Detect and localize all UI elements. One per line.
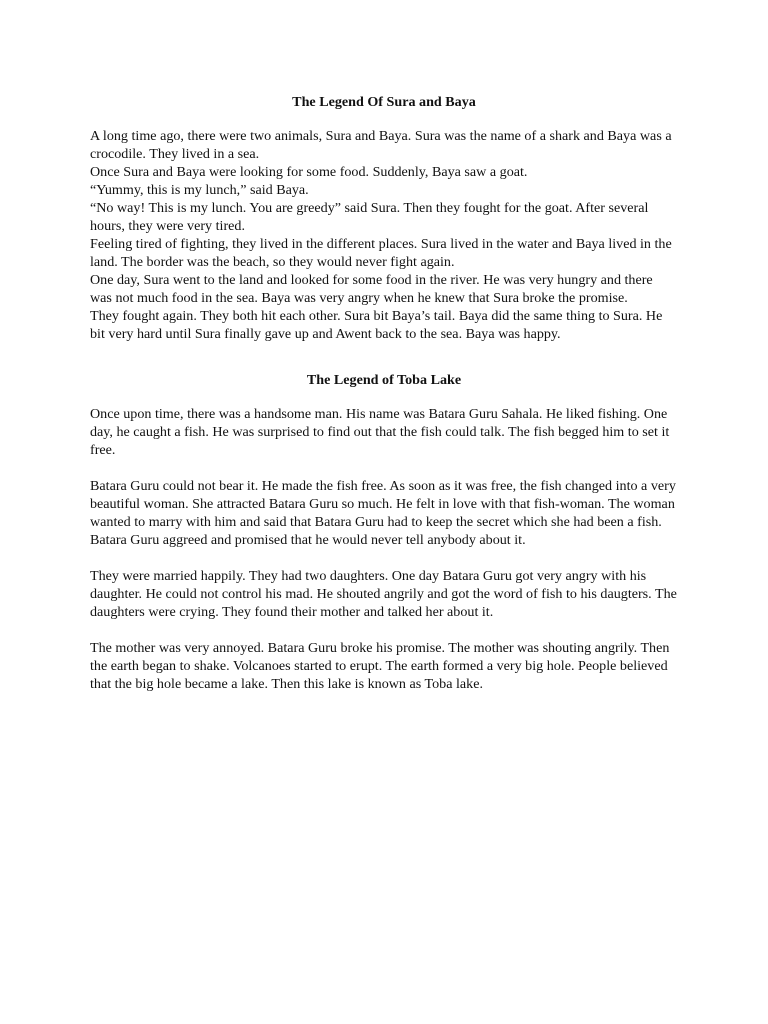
story-toba-lake	[90, 371, 678, 693]
story-paragraph: Once upon time, there was a handsome man. His name was Batara Guru Sahala. He liked fishing. One day, he caught a fish. He was surprised to find out that the fish could talk. The fish begged him to set it free.	[90, 406, 670, 458]
story-paragraph: Batara Guru could not bear it. He made the fish free. As soon as it was free, the fish changed into a very beautiful woman. She attracted Batara Guru so much. He felt in love with that fish-woman. The woman wanted to marry with him and said that Batara Guru had to keep the secret which she had been a fish. Batara Guru aggreed and promised that he would never tell anybody about it.	[90, 478, 676, 548]
story-line: They fought again. They both hit each other. Sura bit Baya’s tail. Baya did the same thing to Sura. He bit very hard until Sura finally gave up and Awent back to the sea. Baya was happy.	[90, 308, 663, 342]
story-title-toba-lake: The Legend of Toba Lake	[306, 372, 462, 388]
story-line: A long time ago, there were two animals, Sura and Baya. Sura was the name of a shark and Baya was a crocodile. They lived in a sea.	[90, 128, 672, 162]
document-page	[90, 93, 678, 693]
story-sura-baya	[90, 93, 678, 343]
story-paragraph: The mother was very annoyed. Batara Guru broke his promise. The mother was shouting angrily. Then the earth began to shake. Volcanoes started to erupt. The earth formed a very big hole. People believed that the big hole became a lake. Then this lake is known as Toba lake.	[90, 640, 670, 692]
story-paragraph: They were married happily. They had two daughters. One day Batara Guru got very angry with his daughter. He could not control his mad. He shouted angrily and got the word of fish to his daugters. The daughters were crying. They found their mother and talked her about it.	[90, 568, 677, 620]
story-line: Once Sura and Baya were looking for some food. Suddenly, Baya saw a goat.	[90, 164, 528, 180]
story-line: “Yummy, this is my lunch,” said Baya.	[90, 182, 309, 198]
story-line: “No way! This is my lunch. You are greedy” said Sura. Then they fought for the goat. After several hours, they were very tired.	[90, 200, 649, 234]
story-line: One day, Sura went to the land and looked for some food in the river. He was very hungry and there was not much food in the sea. Baya was very angry when he knew that Sura broke the promise.	[90, 272, 653, 306]
story-title-sura-baya: The Legend Of Sura and Baya	[292, 94, 476, 110]
story-line: Feeling tired of fighting, they lived in the different places. Sura lived in the water and Baya lived in the land. The border was the beach, so they would never fight again.	[90, 236, 672, 270]
